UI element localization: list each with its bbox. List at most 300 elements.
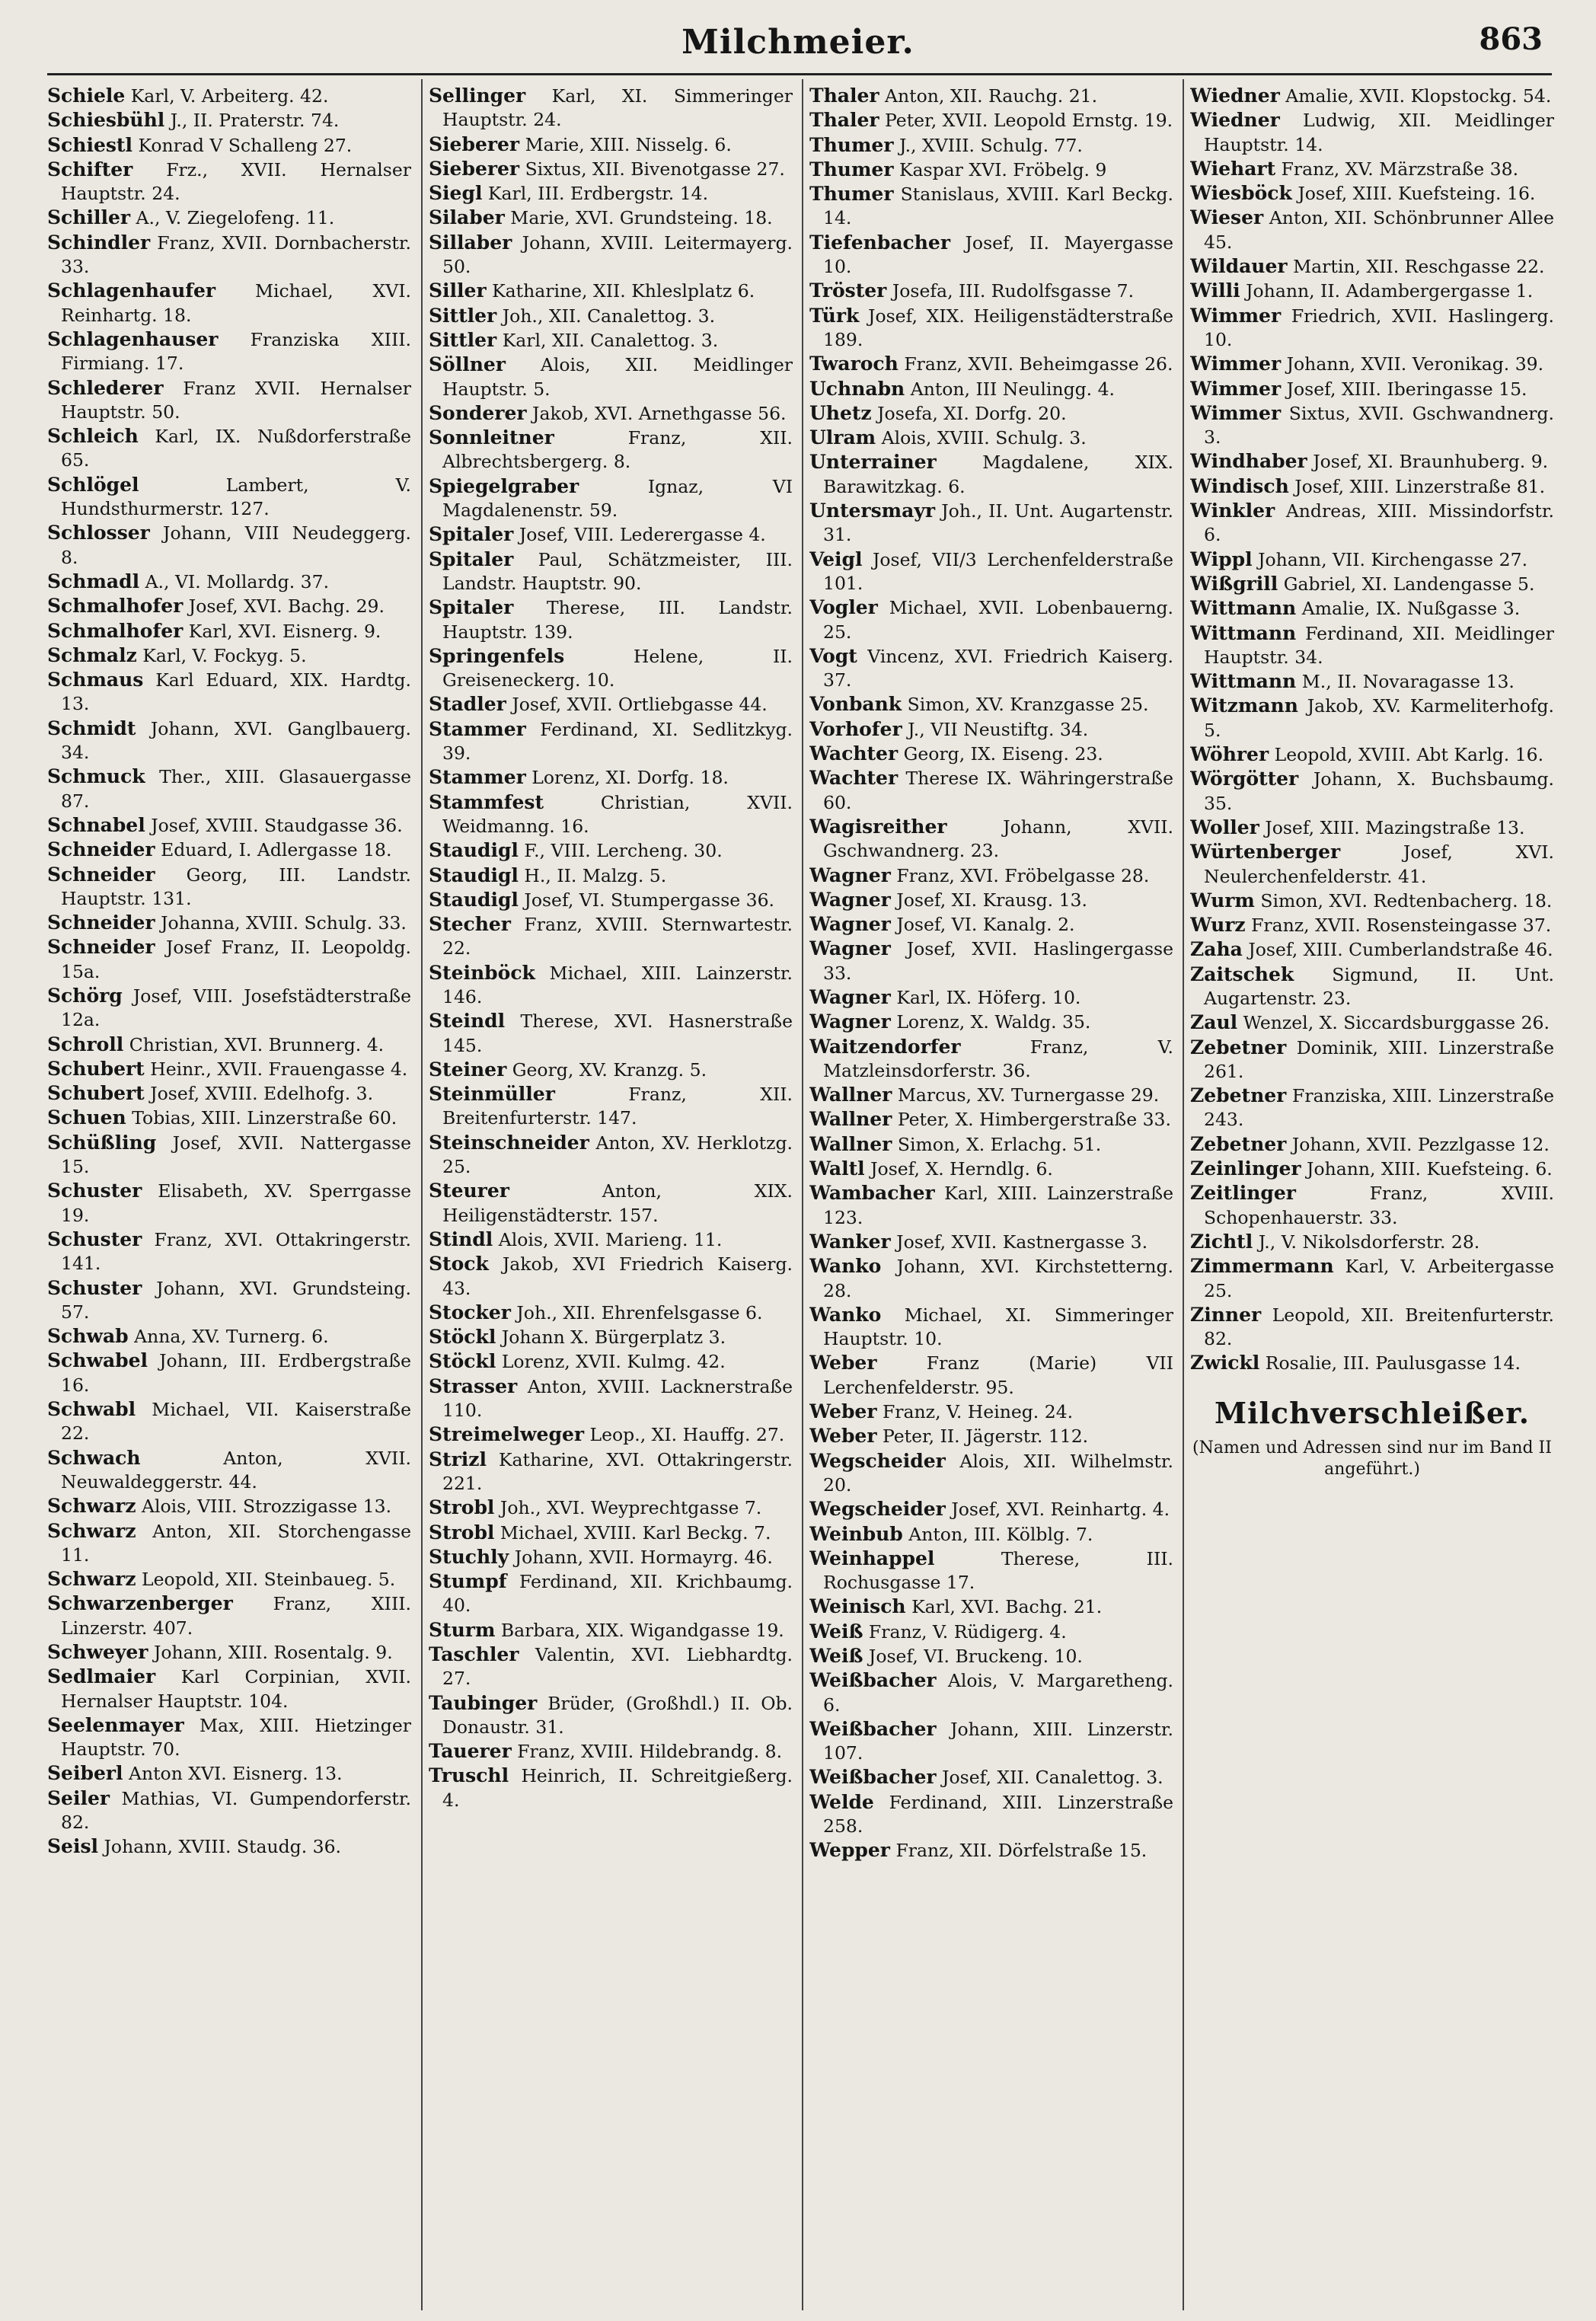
entry-details: Josef, VIII. Lederergasse 4. [519,524,766,546]
entry-details: Johann, VII. Kirchengasse 27. [1258,548,1528,570]
directory-entry [809,401,1173,426]
directory-entry [809,1351,1173,1400]
column-3 [809,84,1173,2307]
entry-surname: Wagner [809,985,891,1008]
directory-entry [47,1761,411,1786]
entry-surname: Stöckl [429,1326,496,1349]
entry-details: Leop., XI. Hauffg. 27. [589,1424,785,1446]
entry-details: Ferdinand, XII. Krichbaumg. 40. [442,1571,793,1617]
entry-details: J., II. Praterstr. 74. [170,110,340,132]
entry-surname: Wegscheider [809,1449,946,1472]
entry-surname: Schiller [47,206,131,229]
entry-surname: Wallner [809,1132,892,1155]
entry-details: Rosalie, III. Paulusgasse 14. [1265,1352,1521,1374]
entry-details: Anton, III. Kölblg. 7. [908,1523,1093,1545]
directory-entry [47,133,411,158]
entry-surname: Wiehart [1190,157,1276,180]
entry-details: Josef, XIII. Kuefsteing. 16. [1298,183,1536,205]
entry-surname: Schwabl [47,1398,136,1421]
directory-entry [429,1448,793,1496]
entry-surname: Weinisch [809,1595,906,1618]
directory-entry [47,1834,411,1859]
entry-details: Therese, XVI. Hasnerstraße 145. [442,1010,793,1056]
directory-entry [809,231,1173,279]
entry-details: Friedrich, XVII. Haslingerg. 10. [1204,305,1554,350]
directory-entry [429,644,793,693]
entry-details: Josef, VII/3 Lerchenfelderstraße 101. [823,548,1173,594]
entry-surname: Wanker [809,1230,891,1253]
entry-surname: Steinmüller [429,1083,555,1106]
entry-surname: Wittmann [1190,597,1297,620]
entry-surname: Ulram [809,426,876,449]
entry-surname: Schmuck [47,765,145,788]
directory-entry [429,279,793,303]
directory-entry [47,1567,411,1591]
entry-surname: Wurz [1190,914,1246,937]
entry-details: Karl, IX. Höferg. 10. [896,986,1081,1008]
entry-surname: Wimmer [1190,304,1282,327]
entry-surname: Tröster [809,279,887,302]
entry-details: Karl, XVI. Eisnerg. 9. [188,620,381,642]
entry-details: Simon, XVI. Redtenbacherg. 18. [1260,889,1553,911]
entry-details: Ludwig, XII. Meidlinger Hauptstr. 14. [1204,110,1554,155]
directory-entry [809,450,1173,499]
page-number: 863 [1479,21,1543,57]
entry-details: Anton, XII. Storchengasse 11. [61,1520,411,1566]
entry-surname: Zebetner [1190,1132,1287,1155]
directory-entry [1190,499,1554,548]
directory-entry [47,521,411,570]
entry-details: Johann, III. Erdbergstraße 16. [61,1350,411,1396]
entry-surname: Spitaler [429,548,514,570]
entry-surname: Stadler [429,693,506,716]
entry-surname: Zaitschek [1190,963,1294,985]
entry-details: Johann, XVII. Veronikag. 39. [1286,353,1544,375]
entry-surname: Weinbub [809,1522,903,1545]
directory-entry [429,1374,793,1423]
entry-details: Anton, XV. Herklotzg. 25. [442,1132,793,1178]
entry-surname: Wiedner [1190,109,1280,132]
entry-surname: Sellinger [429,85,526,107]
directory-entry [1190,474,1554,499]
entry-list-1 [47,84,411,1860]
directory-entry [809,1644,1173,1668]
entry-details: A., VI. Mollardg. 37. [145,570,330,592]
entry-surname: Schlögel [47,473,139,496]
entry-details: Joh., II. Unt. Augartenstr. 31. [823,500,1173,546]
entry-details: Alois, V. Margaretheng. 6. [823,1670,1173,1716]
directory-entry [429,84,793,132]
directory-entry [1190,108,1554,157]
entry-details: Josefa, XI. Dorfg. 20. [877,402,1067,424]
entry-surname: Sonnleitner [429,426,554,449]
directory-entry [1190,449,1554,474]
entry-surname: Strobl [429,1521,495,1544]
directory-entry [47,668,411,717]
entry-surname: Schlagenhaufer [47,279,216,302]
entry-details: Stanislaus, XVIII. Karl Beckg. 14. [823,184,1173,229]
directory-entry [47,1519,411,1568]
directory-entry [809,158,1173,182]
directory-entry [809,108,1173,132]
directory-entry [1190,1036,1554,1084]
entry-surname: Wimmer [1190,353,1282,375]
entry-details: Lorenz, XVII. Kulmg. 42. [501,1351,726,1373]
entry-details: Alois, VIII. Strozzigasse 13. [142,1496,392,1518]
directory-entry [809,1838,1173,1863]
directory-entry [429,1739,793,1764]
entry-details: Josef, XI. Braunhuberg. 9. [1313,451,1549,473]
entry-details: Josef, XIII. Linzerstraße 81. [1294,475,1546,497]
directory-entry [47,1786,411,1835]
entry-details: Anton, III Neulingg. 4. [910,378,1116,400]
entry-surname: Wagner [809,1010,891,1033]
entry-details: Marcus, XV. Turnergasse 29. [897,1084,1160,1106]
entry-details: Lorenz, XI. Dorfg. 18. [531,767,729,789]
directory-entry [429,401,793,426]
entry-surname: Sieberer [429,132,520,155]
entry-details: Josef, XVIII. Edelhofg. 3. [150,1083,374,1105]
entry-surname: Weiß [809,1620,863,1643]
entry-list-4 [1190,84,1554,1376]
directory-entry [1190,1181,1554,1230]
entry-details: Wenzel, X. Siccardsburggasse 26. [1243,1012,1550,1034]
entry-surname: Uhetz [809,401,872,424]
directory-entry [47,206,411,230]
entry-details: Josef, XIII. Iberingasse 15. [1286,378,1527,400]
page-title: Milchmeier. [681,23,915,62]
entry-surname: Staudigl [429,888,519,911]
directory-entry [429,206,793,230]
entry-surname: Wanko [809,1303,882,1326]
entry-details: Dominik, XIII. Linzerstraße 261. [1204,1036,1554,1082]
entry-surname: Weinhappel [809,1547,935,1569]
directory-entry [1190,1351,1554,1375]
directory-entry [809,1010,1173,1034]
entry-details: Johann, XVI. Ganglbauerg. 34. [61,717,411,764]
directory-entry [47,838,411,862]
entry-details: Josef, II. Mayergasse 10. [823,231,1173,278]
entry-details: Marie, XVI. Grundsteing. 18. [510,207,773,229]
entry-surname: Spitaler [429,523,514,546]
entry-details: Josef, XIX. Heiligenstädterstraße 189. [823,305,1173,350]
entry-details: Josef, VI. Kanalg. 2. [896,914,1075,936]
directory-entry [809,1230,1173,1254]
directory-entry [429,1764,793,1812]
entry-details: Franz, XII. Albrechtsbergerg. 8. [442,427,793,473]
entry-details: Christian, XVII. Weidmanng. 16. [442,791,793,837]
entry-surname: Wagner [809,888,891,911]
directory-entry [47,1349,411,1397]
entry-surname: Sieberer [429,157,520,180]
entry-surname: Wöhrer [1190,743,1269,766]
entry-details: Tobias, XIII. Linzerstraße 60. [132,1107,397,1129]
entry-surname: Windisch [1190,474,1289,497]
directory-entry [1190,963,1554,1011]
entry-details: Johann, X. Buchsbaumg. 35. [1204,768,1554,814]
section-title: Milchverschleißer. [1215,1395,1530,1430]
entry-surname: Zwickl [1190,1352,1260,1374]
entry-details: Josef, XI. Krausg. 13. [896,889,1087,911]
entry-details: Anton XVI. Eisnerg. 13. [129,1763,343,1785]
entry-details: Lorenz, X. Waldg. 35. [896,1011,1091,1033]
entry-surname: Windhaber [1190,450,1307,473]
entry-surname: Schneider [47,911,155,934]
entry-details: Marie, XIII. Nisselg. 6. [525,133,732,155]
entry-details: Josef, XIII. Cumberlandstraße 46. [1248,939,1553,961]
entry-surname: Steindl [429,1010,506,1033]
entry-surname: Tiefenbacher [809,231,950,254]
directory-entry [429,1058,793,1082]
entry-surname: Seiler [47,1786,110,1809]
directory-entry [429,1349,793,1374]
entry-details: J., XVIII. Schulg. 77. [899,134,1083,156]
entry-details: Amalie, IX. Nußgasse 3. [1301,598,1521,620]
entry-details: Lambert, V. Hundsthurmerstr. 127. [61,474,411,520]
entry-surname: Spitaler [429,596,514,619]
directory-entry [429,1252,793,1301]
entry-details: Johann, XVII. Hormayrg. 46. [514,1546,773,1568]
directory-entry [809,279,1173,303]
entry-details: Josef, XVII. Kastnergasse 3. [896,1231,1148,1253]
entry-details: Peter, XVII. Leopold Ernstg. 19. [885,110,1173,132]
directory-entry [809,1449,1173,1498]
directory-entry [47,1640,411,1665]
entry-surname: Weißbacher [809,1766,937,1789]
column-divider [421,79,423,2310]
entry-surname: Weber [809,1352,877,1374]
directory-entry [1190,157,1554,181]
entry-details: Barbara, XIX. Wigandgasse 19. [500,1619,784,1641]
directory-entry [429,1228,793,1252]
column-divider [1183,79,1184,2310]
entry-surname: Wurm [1190,889,1255,911]
entry-details: Alois, XVII. Marieng. 11. [498,1228,723,1250]
entry-surname: Schwarzenberger [47,1592,233,1615]
entry-details: Josef, XVI. Reinhartg. 4. [951,1499,1170,1521]
directory-entry [1190,304,1554,353]
directory-entry [1190,1157,1554,1181]
entry-surname: Schwarz [47,1519,136,1542]
entry-surname: Wagner [809,913,891,936]
directory-entry [1190,1010,1554,1035]
entry-surname: Weber [809,1400,877,1423]
entry-details: Peter, X. Himbergerstraße 33. [897,1109,1171,1131]
entry-details: F., VIII. Lercheng. 30. [524,840,723,862]
entry-details: Franz, XVIII. Sternwartestr. 22. [442,914,793,959]
directory-entry [47,327,411,376]
entry-surname: Schroll [47,1033,124,1055]
entry-surname: Schifter [47,158,133,180]
directory-entry [47,158,411,206]
directory-entry [47,279,411,327]
entry-details: Katharine, XVI. Ottakringerstr. 221. [442,1448,793,1494]
entry-details: Franz, XII. Breitenfurterstr. 147. [442,1084,793,1129]
entry-details: Ferdinand, XII. Meidlinger Hauptstr. 34. [1204,622,1554,668]
directory-entry [1190,767,1554,816]
page-header [0,14,1596,67]
entry-surname: Sillaber [429,231,512,254]
directory-entry [429,1301,793,1325]
directory-entry [47,424,411,473]
entry-surname: Schneider [47,838,155,861]
entry-details: Karl, V. Fockyg. 5. [142,644,307,666]
entry-details: Anna, XV. Turnerg. 6. [134,1326,329,1348]
entry-details: J., VII Neustiftg. 34. [908,718,1089,740]
entry-details: Karl, XII. Canalettog. 3. [502,329,719,351]
directory-entry [1190,742,1554,767]
entry-surname: Seisl [47,1835,99,1858]
entry-surname: Steinschneider [429,1131,589,1154]
entry-details: Leopold, XVIII. Abt Karlg. 16. [1274,744,1544,766]
entry-details: Josef, XVII. Nattergasse 15. [61,1132,411,1178]
entry-surname: Wieser [1190,206,1264,229]
entry-surname: Wegscheider [809,1498,946,1521]
entry-surname: Zaul [1190,1011,1238,1034]
directory-entry [429,1643,793,1691]
directory-entry [429,838,793,863]
entry-surname: Schuster [47,1180,142,1202]
entry-details: Josef, XVI. Neulerchenfelderstr. 41. [1204,841,1554,887]
entry-surname: Schubert [47,1082,145,1105]
directory-entry [47,1179,411,1228]
directory-entry [429,231,793,279]
entry-surname: Stuchly [429,1545,509,1568]
directory-entry [47,619,411,643]
entry-surname: Schmaus [47,669,144,691]
entry-details: Georg, III. Landstr. Hauptstr. 131. [61,864,411,909]
directory-entry [1190,352,1554,376]
entry-details: Jakob, XVI Friedrich Kaiserg. 43. [442,1253,793,1299]
entry-details: Simon, XV. Kranzgasse 25. [907,694,1149,716]
entry-details: Christian, XVI. Brunnerg. 4. [129,1033,385,1055]
entry-surname: Schuster [47,1228,142,1250]
directory-entry [429,548,793,596]
entry-surname: Streimelweger [429,1423,585,1446]
entry-details: Peter, II. Jägerstr. 112. [883,1425,1089,1448]
entry-surname: Welde [809,1790,874,1813]
entry-details: Joh., XII. Canalettog. 3. [502,305,716,327]
entry-surname: Vogler [809,596,878,619]
directory-entry [1190,572,1554,596]
entry-details: Franz, XVII. Rosensteingasse 37. [1251,915,1552,937]
entry-surname: Stock [429,1253,489,1275]
directory-entry [47,1131,411,1180]
entry-surname: Zinner [1190,1303,1262,1326]
entry-surname: Wiesböck [1190,182,1292,205]
entry-surname: Zaha [1190,938,1243,961]
entry-details: Karl, XIII. Lainzerstraße 123. [823,1183,1173,1228]
directory-entry [809,377,1173,401]
directory-entry [429,912,793,961]
entry-details: Joh., XVI. Weyprechtgasse 7. [500,1497,762,1519]
entry-surname: Staudigl [429,839,519,862]
entry-details: Georg, XV. Kranzg. 5. [512,1058,707,1081]
entry-surname: Silaber [429,206,505,229]
entry-surname: Strizl [429,1448,487,1470]
entry-surname: Wiedner [1190,85,1280,107]
entry-details: Johanna, XVIII. Schulg. 33. [161,912,407,934]
entry-details: Franz, XVIII. Hildebrandg. 8. [517,1741,783,1763]
directory-entry [47,813,411,838]
entry-list-2 [429,84,793,1812]
directory-entry [47,1276,411,1325]
directory-entry [1190,596,1554,621]
entry-surname: Schlagenhauser [47,327,219,350]
entry-surname: Schuen [47,1106,126,1129]
entry-surname: Weber [809,1425,877,1448]
entry-surname: Truschl [429,1764,509,1787]
entry-details: Josef, VI. Stumpergasse 36. [524,889,775,911]
directory-entry [429,961,793,1010]
entry-surname: Schweyer [47,1641,148,1663]
entry-surname: Wanko [809,1255,882,1278]
entry-details: Sixtus, XII. Bivenotgasse 27. [525,158,785,180]
entry-details: Alois, XII. Meidlinger Hauptstr. 5. [442,354,793,400]
entry-details: Michael, VII. Kaiserstraße 22. [61,1399,411,1445]
entry-details: Jakob, XVI. Arnethgasse 56. [532,402,787,424]
entry-details: Franz (Marie) VII Lerchenfelderstr. 95. [823,1352,1173,1398]
entry-details: Ferdinand, XI. Sedlitzkyg. 39. [442,718,793,765]
entry-surname: Thaler [809,109,879,132]
entry-surname: Unterrainer [809,451,937,474]
directory-entry [47,1446,411,1495]
entry-details: Josef Franz, II. Leopoldg. 15a. [61,937,411,982]
directory-entry [47,717,411,765]
entry-surname: Stumpf [429,1570,507,1593]
entry-surname: Stecher [429,913,511,936]
directory-entry [429,595,793,644]
column-divider [802,79,803,2310]
directory-entry [47,1591,411,1640]
directory-entry [1190,816,1554,840]
directory-entry [809,1522,1173,1547]
entry-details: M., II. Novaragasse 13. [1301,671,1515,693]
entry-surname: Weißbacher [809,1717,937,1740]
entry-details: Franz, XVII. Beheimgasse 26. [904,353,1173,375]
entry-details: Franz, V. Matzleinsdorferstr. 36. [823,1036,1173,1081]
entry-details: Heinr., XVII. Frauengasse 4. [150,1058,408,1080]
directory-entry [1190,377,1554,401]
entry-details: Johann, XVI. Kirchstetterng. 28. [823,1256,1173,1301]
directory-entry [1190,1230,1554,1254]
directory-entry [429,1496,793,1520]
entry-details: Jakob, XV. Karmeliterhofg. 5. [1204,695,1554,741]
directory-entry [429,328,793,353]
entry-surname: Thumer [809,183,894,206]
entry-details: Max, XIII. Hietzinger Hauptstr. 70. [61,1714,411,1761]
entry-details: Sixtus, XVII. Gschwandnerg. 3. [1204,402,1554,449]
entry-surname: Schwach [47,1446,141,1469]
directory-entry [429,717,793,766]
directory-entry [429,1691,793,1740]
directory-entry [47,643,411,668]
directory-entry [429,522,793,547]
entry-details: Karl Corpinian, XVII. Hernalser Hauptstr. 104. [61,1666,411,1712]
directory-entry [47,1228,411,1276]
directory-entry [809,1765,1173,1789]
directory-entry [1190,694,1554,742]
directory-entry [1190,181,1554,206]
entry-surname: Wittmann [1190,621,1297,644]
directory-entry [809,1547,1173,1595]
directory-entry [809,1035,1173,1084]
directory-entry [1190,937,1554,962]
entry-details: Eduard, I. Adlergasse 18. [161,839,392,861]
entry-details: Therese IX. Währingerstraße 60. [823,768,1173,813]
entry-surname: Untersmayr [809,500,936,522]
directory-entry [429,1569,793,1618]
